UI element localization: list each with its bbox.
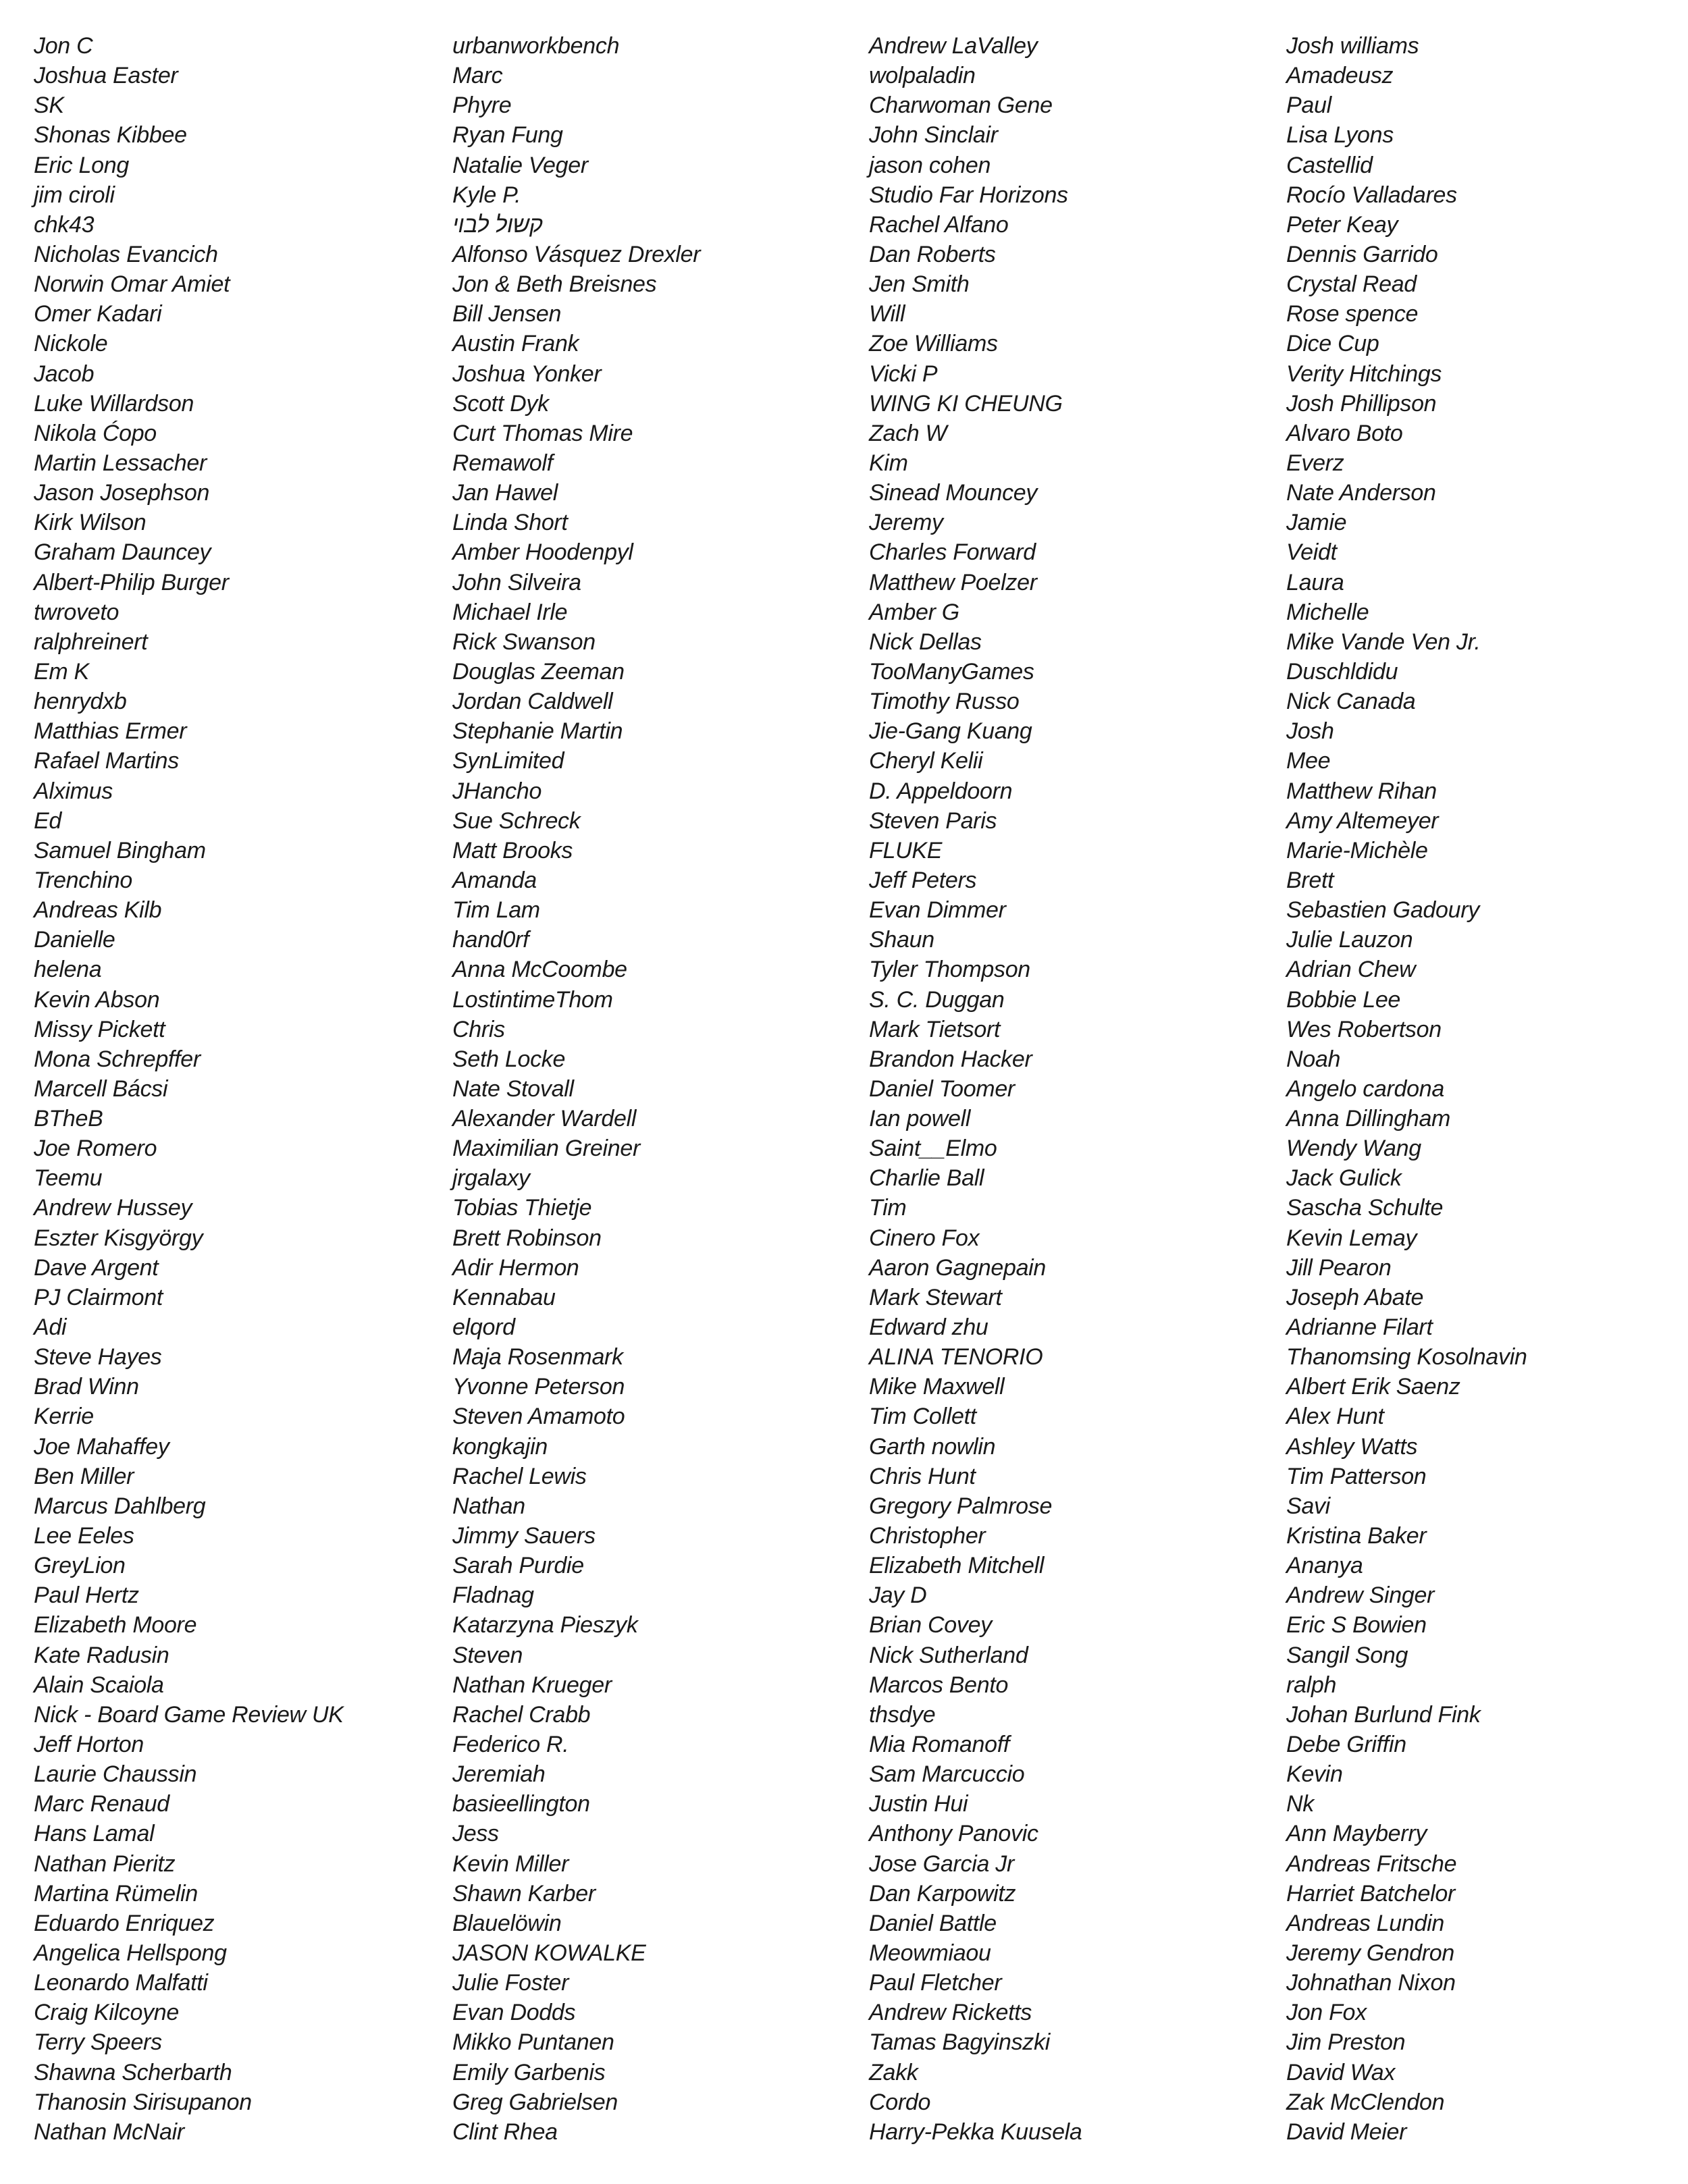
backer-name: Duschldidu bbox=[1286, 658, 1398, 685]
backer-name: Timothy Russo bbox=[869, 689, 1020, 715]
backer-name: Curt Thomas Mire bbox=[452, 420, 633, 446]
backer-name: Elizabeth Moore bbox=[34, 1612, 197, 1639]
backer-name: FLUKE bbox=[869, 837, 943, 863]
backer-name: Kirk Wilson bbox=[34, 510, 147, 536]
backer-name: Noah bbox=[1286, 1046, 1341, 1072]
backer-name: Graham Dauncey bbox=[34, 539, 211, 566]
backer-name: hand0rf bbox=[452, 927, 529, 953]
backer-name: Samuel Bingham bbox=[34, 837, 206, 863]
backer-name: Linda Short bbox=[452, 510, 568, 536]
backer-name: Adi bbox=[34, 1314, 67, 1341]
backer-name: Nathan McNair bbox=[34, 2119, 184, 2145]
backer-name: Cinero Fox bbox=[869, 1225, 980, 1251]
backer-name: Jack Gulick bbox=[1286, 1165, 1402, 1192]
backer-name: Shawn Karber bbox=[452, 1880, 596, 1907]
backer-name: Em K bbox=[34, 658, 89, 685]
backer-name: Wes Robertson bbox=[1286, 1016, 1442, 1042]
backer-name: Saint__Elmo bbox=[869, 1136, 997, 1162]
backer-name: kongkajin bbox=[452, 1433, 548, 1460]
backer-name: Tyler Thompson bbox=[869, 957, 1030, 983]
backer-name: Nikola Ćopo bbox=[34, 420, 157, 446]
backer-name: Josh bbox=[1286, 718, 1334, 745]
backer-name: Katarzyna Pieszyk bbox=[452, 1612, 638, 1639]
backer-name: Laurie Chaussin bbox=[34, 1761, 197, 1788]
backer-name: Rachel Crabb bbox=[452, 1701, 591, 1728]
backer-name: Evan Dodds bbox=[452, 2000, 576, 2026]
backer-name: Christopher bbox=[869, 1523, 986, 1549]
backer-name: Ann Mayberry bbox=[1286, 1821, 1427, 1847]
backer-name: Jeff Horton bbox=[34, 1732, 144, 1758]
backer-name: Chris Hunt bbox=[869, 1463, 976, 1489]
backer-name: Zak McClendon bbox=[1286, 2089, 1445, 2115]
backer-name: Jess bbox=[452, 1821, 499, 1847]
backer-name: Will bbox=[869, 301, 905, 327]
backer-name: Shaun bbox=[869, 927, 934, 953]
backer-name: Kyle P. bbox=[452, 182, 521, 208]
backer-name: Marc Renaud bbox=[34, 1791, 169, 1817]
backer-name: ALINA TENORIO bbox=[869, 1344, 1043, 1370]
backer-name: Thanosin Sirisupanon bbox=[34, 2089, 252, 2115]
backer-name: Tim Patterson bbox=[1286, 1463, 1427, 1489]
backer-name: Rick Swanson bbox=[452, 629, 596, 655]
backer-name: Dennis Garrido bbox=[1286, 241, 1438, 267]
backer-name: Ryan Fung bbox=[452, 122, 563, 149]
backer-name: Dice Cup bbox=[1286, 331, 1379, 357]
backer-name: Anthony Panovic bbox=[869, 1821, 1038, 1847]
backer-name: Tim bbox=[869, 1195, 907, 1221]
backer-name: twroveto bbox=[34, 599, 120, 625]
backer-name: Steven Amamoto bbox=[452, 1404, 625, 1430]
backer-name: GreyLion bbox=[34, 1553, 126, 1579]
backer-name: Brian Covey bbox=[869, 1612, 992, 1639]
backer-name: Cheryl Kelii bbox=[869, 748, 983, 774]
backer-name: Lisa Lyons bbox=[1286, 122, 1394, 149]
backer-name: Jill Pearon bbox=[1286, 1254, 1392, 1281]
backer-name: Kevin Abson bbox=[34, 986, 160, 1013]
backer-name: Sascha Schulte bbox=[1286, 1195, 1444, 1221]
backer-name: Matthew Poelzer bbox=[869, 569, 1037, 595]
backer-name: Charlie Ball bbox=[869, 1165, 984, 1192]
backer-name: Brandon Hacker bbox=[869, 1046, 1032, 1072]
backer-name: Matt Brooks bbox=[452, 837, 573, 863]
backer-name: Nk bbox=[1286, 1791, 1314, 1817]
backer-name: Mee bbox=[1286, 748, 1331, 774]
backer-name: Jay D bbox=[869, 1582, 927, 1609]
backer-name: Nick Sutherland bbox=[869, 1642, 1028, 1668]
backer-name: Seth Locke bbox=[452, 1046, 566, 1072]
backer-name: Elizabeth Mitchell bbox=[869, 1553, 1045, 1579]
backer-name: Kennabau bbox=[452, 1284, 556, 1310]
backer-name: Ed bbox=[34, 807, 61, 834]
backer-name: Terry Speers bbox=[34, 2029, 162, 2056]
backer-name: Jan Hawel bbox=[452, 480, 558, 506]
backer-name: Amber Hoodenpyl bbox=[452, 539, 633, 566]
backer-name: Kim bbox=[869, 450, 908, 476]
backer-name: Yvonne Peterson bbox=[452, 1374, 625, 1400]
backer-name: Kevin bbox=[1286, 1761, 1343, 1788]
backer-name: Marc bbox=[452, 63, 503, 89]
backer-name: Harriet Batchelor bbox=[1286, 1880, 1455, 1907]
backer-name: Edward zhu bbox=[869, 1314, 988, 1341]
backer-name: Rachel Alfano bbox=[869, 211, 1009, 238]
backer-name: Maja Rosenmark bbox=[452, 1344, 623, 1370]
backer-name: Adrianne Filart bbox=[1286, 1314, 1433, 1341]
backer-name: Joe Romero bbox=[34, 1136, 157, 1162]
backer-name: Meowmiaou bbox=[869, 1940, 991, 1966]
backer-name: Craig Kilcoyne bbox=[34, 2000, 180, 2026]
backer-name: Kevin Lemay bbox=[1286, 1225, 1417, 1251]
backer-name: Luke Willardson bbox=[34, 390, 194, 417]
backer-name: Studio Far Horizons bbox=[869, 182, 1068, 208]
backer-name: Josh Phillipson bbox=[1286, 390, 1437, 417]
backer-name: Emily Garbenis bbox=[452, 2059, 606, 2085]
backer-name: Nicholas Evancich bbox=[34, 241, 218, 267]
backer-name: Brett bbox=[1286, 867, 1334, 893]
backer-name: SK bbox=[34, 92, 64, 119]
backer-name: Mike Vande Ven Jr. bbox=[1286, 629, 1481, 655]
backer-name: basieellington bbox=[452, 1791, 590, 1817]
backer-name: Zakk bbox=[869, 2059, 918, 2085]
backer-name: jim ciroli bbox=[34, 182, 115, 208]
backer-name: Scott Dyk bbox=[452, 390, 549, 417]
backer-name: Johan Burlund Fink bbox=[1286, 1701, 1481, 1728]
backer-name: Greg Gabrielsen bbox=[452, 2089, 618, 2115]
backer-name: Alfonso Vásquez Drexler bbox=[452, 241, 701, 267]
backer-name: Leonardo Malfatti bbox=[34, 1970, 208, 1996]
backer-name: Tim Collett bbox=[869, 1404, 976, 1430]
backer-name: Martina Rümelin bbox=[34, 1880, 199, 1907]
backer-name: Sarah Purdie bbox=[452, 1553, 584, 1579]
backer-name: Austin Frank bbox=[452, 331, 579, 357]
backer-name: Sangil Song bbox=[1286, 1642, 1408, 1668]
backer-name: Johnathan Nixon bbox=[1286, 1970, 1456, 1996]
backer-name: Jeremiah bbox=[452, 1761, 546, 1788]
backer-name: Danielle bbox=[34, 927, 115, 953]
backer-name: Peter Keay bbox=[1286, 211, 1398, 238]
backer-name: David Meier bbox=[1286, 2119, 1407, 2145]
backer-name: Jeremy bbox=[869, 510, 943, 536]
backer-name: Nate Stovall bbox=[452, 1075, 574, 1102]
backer-name: Norwin Omar Amiet bbox=[34, 271, 230, 298]
backer-name: Jie-Gang Kuang bbox=[869, 718, 1032, 745]
backer-name: Marcus Dahlberg bbox=[34, 1493, 206, 1519]
backer-name: Jamie bbox=[1286, 510, 1347, 536]
backer-name: Eszter Kisgyörgy bbox=[34, 1225, 203, 1251]
backer-name: WING KI CHEUNG bbox=[869, 390, 1063, 417]
backer-name: Stephanie Martin bbox=[452, 718, 623, 745]
backer-name: Michael Irle bbox=[452, 599, 568, 625]
backer-name: LostintimeThom bbox=[452, 986, 613, 1013]
backer-name: Rafael Martins bbox=[34, 748, 179, 774]
backer-name: Albert Erik Saenz bbox=[1286, 1374, 1460, 1400]
backer-name: Remawolf bbox=[452, 450, 553, 476]
backer-name: Jimmy Sauers bbox=[452, 1523, 596, 1549]
backer-name: Jeff Peters bbox=[869, 867, 977, 893]
backer-name: Paul Hertz bbox=[34, 1582, 139, 1609]
backer-name: Steve Hayes bbox=[34, 1344, 162, 1370]
backer-name: Andrew LaValley bbox=[869, 33, 1038, 59]
backer-name: Gregory Palmrose bbox=[869, 1493, 1053, 1519]
backer-name: Everz bbox=[1286, 450, 1344, 476]
backer-name: ralph bbox=[1286, 1672, 1337, 1698]
backer-name: Adir Hermon bbox=[452, 1254, 579, 1281]
backer-name: Bobbie Lee bbox=[1286, 986, 1401, 1013]
backer-name: ralphreinert bbox=[34, 629, 148, 655]
backer-name: Marie-Michèle bbox=[1286, 837, 1428, 863]
backer-name: Blauelöwin bbox=[452, 1910, 562, 1936]
backer-name: Lee Eeles bbox=[34, 1523, 134, 1549]
backer-name: Wendy Wang bbox=[1286, 1136, 1421, 1162]
backer-name: Justin Hui bbox=[869, 1791, 968, 1817]
backer-name: Marcos Bento bbox=[869, 1672, 1009, 1698]
backer-name: Alvaro Boto bbox=[1286, 420, 1403, 446]
backer-name: Matthew Rihan bbox=[1286, 778, 1437, 804]
backer-name: Tobias Thietje bbox=[452, 1195, 592, 1221]
backer-name: Kevin Miller bbox=[452, 1850, 569, 1877]
backer-name: Matthias Ermer bbox=[34, 718, 187, 745]
backer-name: Mona Schrepffer bbox=[34, 1046, 201, 1072]
backer-name: Joe Mahaffey bbox=[34, 1433, 169, 1460]
backer-name: Nate Anderson bbox=[1286, 480, 1436, 506]
backer-name: Amy Altemeyer bbox=[1286, 807, 1439, 834]
backer-name: Aaron Gagnepain bbox=[869, 1254, 1047, 1281]
backer-name: Jacob bbox=[34, 361, 95, 387]
backer-name: David Wax bbox=[1286, 2059, 1396, 2085]
backer-name: Clint Rhea bbox=[452, 2119, 558, 2145]
backer-name: chk43 bbox=[34, 211, 95, 238]
backer-name: Fladnag bbox=[452, 1582, 534, 1609]
backer-name: helena bbox=[34, 957, 102, 983]
backer-name: elqord bbox=[452, 1314, 515, 1341]
backer-name: Nickole bbox=[34, 331, 108, 357]
backer-name: Brad Winn bbox=[34, 1374, 139, 1400]
backer-name: Martin Lessacher bbox=[34, 450, 207, 476]
backer-name: Bill Jensen bbox=[452, 301, 562, 327]
backer-name: Andreas Kilb bbox=[34, 897, 162, 924]
backer-name: Anna McCoombe bbox=[452, 957, 627, 983]
backer-name: Nick - Board Game Review UK bbox=[34, 1701, 344, 1728]
backer-name: Jen Smith bbox=[869, 271, 970, 298]
backer-name: Joseph Abate bbox=[1286, 1284, 1424, 1310]
backer-name: Teemu bbox=[34, 1165, 103, 1192]
backer-name: Jason Josephson bbox=[34, 480, 210, 506]
backer-name: Alain Scaiola bbox=[34, 1672, 164, 1698]
backer-name: Natalie Veger bbox=[452, 152, 588, 178]
backer-name: Veidt bbox=[1286, 539, 1337, 566]
backer-name: Jordan Caldwell bbox=[452, 689, 613, 715]
backer-name: Andrew Singer bbox=[1286, 1582, 1435, 1609]
backer-name: Albert-Philip Burger bbox=[34, 569, 229, 595]
backer-name: Angelo cardona bbox=[1286, 1075, 1444, 1102]
backer-name: Amadeusz bbox=[1286, 63, 1394, 89]
backer-name: John Silveira bbox=[452, 569, 581, 595]
backer-name: Charwoman Gene bbox=[869, 92, 1053, 119]
backer-name: Eduardo Enriquez bbox=[34, 1910, 215, 1936]
backer-name: Sam Marcuccio bbox=[869, 1761, 1025, 1788]
backer-name: קשול לבוי bbox=[452, 211, 543, 238]
backer-name: Hans Lamal bbox=[34, 1821, 155, 1847]
backer-name: Rachel Lewis bbox=[452, 1463, 587, 1489]
backer-name: Daniel Battle bbox=[869, 1910, 997, 1936]
backer-name: Paul bbox=[1286, 92, 1331, 119]
backer-name: Anna Dillingham bbox=[1286, 1106, 1451, 1132]
backer-name: jason cohen bbox=[869, 152, 991, 178]
backer-name: Marcell Bácsi bbox=[34, 1075, 168, 1102]
backer-name: Julie Lauzon bbox=[1286, 927, 1413, 953]
backer-name: Dave Argent bbox=[34, 1254, 159, 1281]
backer-name: Jose Garcia Jr bbox=[869, 1850, 1014, 1877]
backer-name: TooManyGames bbox=[869, 658, 1034, 685]
backer-name: Joshua Yonker bbox=[452, 361, 602, 387]
backer-name: Nick Canada bbox=[1286, 689, 1416, 715]
backer-name: Amber G bbox=[869, 599, 959, 625]
backer-name: Alexander Wardell bbox=[452, 1106, 637, 1132]
backer-name: Daniel Toomer bbox=[869, 1075, 1015, 1102]
backer-name: Federico R. bbox=[452, 1732, 569, 1758]
backer-name: Mike Maxwell bbox=[869, 1374, 1005, 1400]
backer-name: Verity Hitchings bbox=[1286, 361, 1442, 387]
backer-name: Andreas Fritsche bbox=[1286, 1850, 1457, 1877]
backer-name: Crystal Read bbox=[1286, 271, 1417, 298]
backer-name: Josh williams bbox=[1286, 33, 1419, 59]
backer-name: Nathan Krueger bbox=[452, 1672, 612, 1698]
backer-name: Kate Radusin bbox=[34, 1642, 169, 1668]
backer-name: Douglas Zeeman bbox=[452, 658, 625, 685]
backer-name: Zach W bbox=[869, 420, 947, 446]
backer-name: Amanda bbox=[452, 867, 537, 893]
backer-name: Mark Tietsort bbox=[869, 1016, 1001, 1042]
backer-name: Alex Hunt bbox=[1286, 1404, 1384, 1430]
backer-name: Vicki P bbox=[869, 361, 938, 387]
backer-name: Phyre bbox=[452, 92, 512, 119]
backer-name: Michelle bbox=[1286, 599, 1369, 625]
backer-name: Andrew Hussey bbox=[34, 1195, 192, 1221]
backer-name: Mikko Puntanen bbox=[452, 2029, 614, 2056]
backer-name: henrydxb bbox=[34, 689, 127, 715]
backer-name: Laura bbox=[1286, 569, 1344, 595]
backer-name: Zoe Williams bbox=[869, 331, 998, 357]
backer-name: Steven bbox=[452, 1642, 523, 1668]
backer-name: Chris bbox=[452, 1016, 505, 1042]
backer-name: urbanworkbench bbox=[452, 33, 620, 59]
backer-name: Andreas Lundin bbox=[1286, 1910, 1444, 1936]
backer-name: PJ Clairmont bbox=[34, 1284, 163, 1310]
backer-name: Mark Stewart bbox=[869, 1284, 1002, 1310]
backer-name: Sebastien Gadoury bbox=[1286, 897, 1479, 924]
names-column-3 bbox=[869, 31, 1274, 2147]
backer-name: Joshua Easter bbox=[34, 63, 178, 89]
backer-name: Rose spence bbox=[1286, 301, 1419, 327]
backer-name: jrgalaxy bbox=[452, 1165, 530, 1192]
backer-name: Dan Karpowitz bbox=[869, 1880, 1016, 1907]
backer-name: Nathan Pieritz bbox=[34, 1850, 176, 1877]
backer-name: Evan Dimmer bbox=[869, 897, 1006, 924]
backer-name: John Sinclair bbox=[869, 122, 998, 149]
backer-name: Kerrie bbox=[34, 1404, 94, 1430]
backer-name: Ian powell bbox=[869, 1106, 971, 1132]
backer-name: Dan Roberts bbox=[869, 241, 996, 267]
backer-name: Alximus bbox=[34, 778, 113, 804]
backer-name: Julie Foster bbox=[452, 1970, 569, 1996]
backer-name: Nathan bbox=[452, 1493, 525, 1519]
backer-name: Shonas Kibbee bbox=[34, 122, 187, 149]
backer-name: wolpaladin bbox=[869, 63, 976, 89]
backer-name: D. Appeldoorn bbox=[869, 778, 1013, 804]
backer-name: JHancho bbox=[452, 778, 542, 804]
backer-name: Omer Kadari bbox=[34, 301, 162, 327]
backer-name: Harry-Pekka Kuusela bbox=[869, 2119, 1082, 2145]
backer-name: thsdye bbox=[869, 1701, 936, 1728]
backer-name: Missy Pickett bbox=[34, 1016, 165, 1042]
backer-name: Jeremy Gendron bbox=[1286, 1940, 1455, 1966]
backer-name: Ananya bbox=[1286, 1553, 1363, 1579]
backer-name: Debe Griffin bbox=[1286, 1732, 1406, 1758]
backer-name: Nick Dellas bbox=[869, 629, 982, 655]
backer-name: Eric Long bbox=[34, 152, 129, 178]
backer-name: Eric S Bowien bbox=[1286, 1612, 1427, 1639]
names-column-4 bbox=[1286, 31, 1688, 2147]
backer-name: Cordo bbox=[869, 2089, 931, 2115]
backer-name: Tamas Bagyinszki bbox=[869, 2029, 1050, 2056]
backer-name: Jim Preston bbox=[1286, 2029, 1406, 2056]
backer-name: Sinead Mouncey bbox=[869, 480, 1038, 506]
backer-name: Paul Fletcher bbox=[869, 1970, 1002, 1996]
backer-name: Maximilian Greiner bbox=[452, 1136, 641, 1162]
backer-name: Jon & Beth Breisnes bbox=[452, 271, 657, 298]
backer-name: Castellid bbox=[1286, 152, 1373, 178]
backer-name: Ben Miller bbox=[34, 1463, 134, 1489]
backer-name: SynLimited bbox=[452, 748, 564, 774]
backer-name: Jon Fox bbox=[1286, 2000, 1367, 2026]
backer-name: Angelica Hellspong bbox=[34, 1940, 227, 1966]
backer-name: Jon C bbox=[34, 33, 93, 59]
backer-name: Thanomsing Kosolnavin bbox=[1286, 1344, 1527, 1370]
backer-name: JASON KOWALKE bbox=[452, 1940, 646, 1966]
backer-name: Adrian Chew bbox=[1286, 957, 1416, 983]
backer-name: S. C. Duggan bbox=[869, 986, 1005, 1013]
backer-name: Ashley Watts bbox=[1286, 1433, 1418, 1460]
names-column-1 bbox=[34, 31, 439, 2147]
backer-name: Rocío Valladares bbox=[1286, 182, 1457, 208]
backer-name: Sue Schreck bbox=[452, 807, 581, 834]
names-column-2 bbox=[452, 31, 858, 2147]
backer-name: Andrew Ricketts bbox=[869, 2000, 1032, 2026]
backer-name: Steven Paris bbox=[869, 807, 997, 834]
backer-name: BTheB bbox=[34, 1106, 103, 1132]
backer-name: Kristina Baker bbox=[1286, 1523, 1427, 1549]
backer-name: Trenchino bbox=[34, 867, 132, 893]
backer-name: Tim Lam bbox=[452, 897, 540, 924]
backer-name: Brett Robinson bbox=[452, 1225, 602, 1251]
backer-name: Shawna Scherbarth bbox=[34, 2059, 232, 2085]
backer-name: Garth nowlin bbox=[869, 1433, 996, 1460]
backer-name: Savi bbox=[1286, 1493, 1330, 1519]
backer-name: Mia Romanoff bbox=[869, 1732, 1010, 1758]
backer-name: Charles Forward bbox=[869, 539, 1036, 566]
